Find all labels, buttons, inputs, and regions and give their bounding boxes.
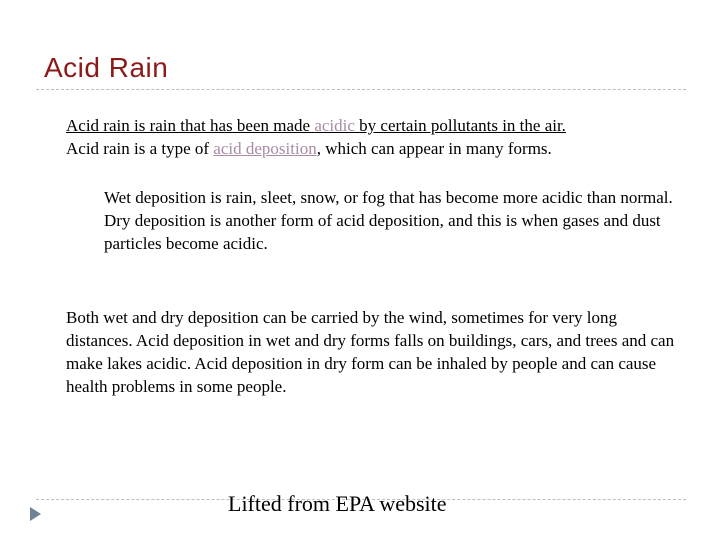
title-divider bbox=[36, 89, 686, 90]
intro-line-1 bbox=[66, 114, 686, 137]
triangle-right-icon bbox=[26, 505, 44, 523]
footer-source: Lifted from EPA website bbox=[228, 491, 447, 516]
wet-deposition-point: Wet deposition is rain, sleet, snow, or fog that has become more acidic than normal. bbox=[104, 188, 673, 207]
dry-deposition-point: Dry deposition is another form of acid deposition, and this is when gases and dust particles become acidic. bbox=[104, 211, 661, 253]
deposition-types bbox=[104, 186, 684, 255]
intro-line-2-text-after: , which can appear in many forms. bbox=[316, 139, 552, 158]
intro-paragraph bbox=[66, 114, 686, 160]
acidic-link[interactable]: acidic bbox=[314, 116, 355, 135]
acid-deposition-link[interactable]: acid deposition bbox=[213, 139, 317, 158]
intro-line-1-text-before: Acid rain is rain that has been made bbox=[66, 116, 315, 135]
slide-title: Acid Rain bbox=[44, 52, 169, 83]
intro-line-2 bbox=[66, 137, 686, 160]
intro-line-2-text-before: Acid rain is a type of bbox=[66, 139, 214, 158]
intro-line-1-text-after: by certain pollutants in the air. bbox=[354, 116, 566, 135]
transport-paragraph: Both wet and dry deposition can be carried by the wind, sometimes for very long distances. Acid deposition in wet and dry forms falls on buildings, cars, and trees and can make lakes acidic. Acid deposition in dry form can be inhaled by people and can cause health problems in some people. bbox=[66, 308, 675, 396]
